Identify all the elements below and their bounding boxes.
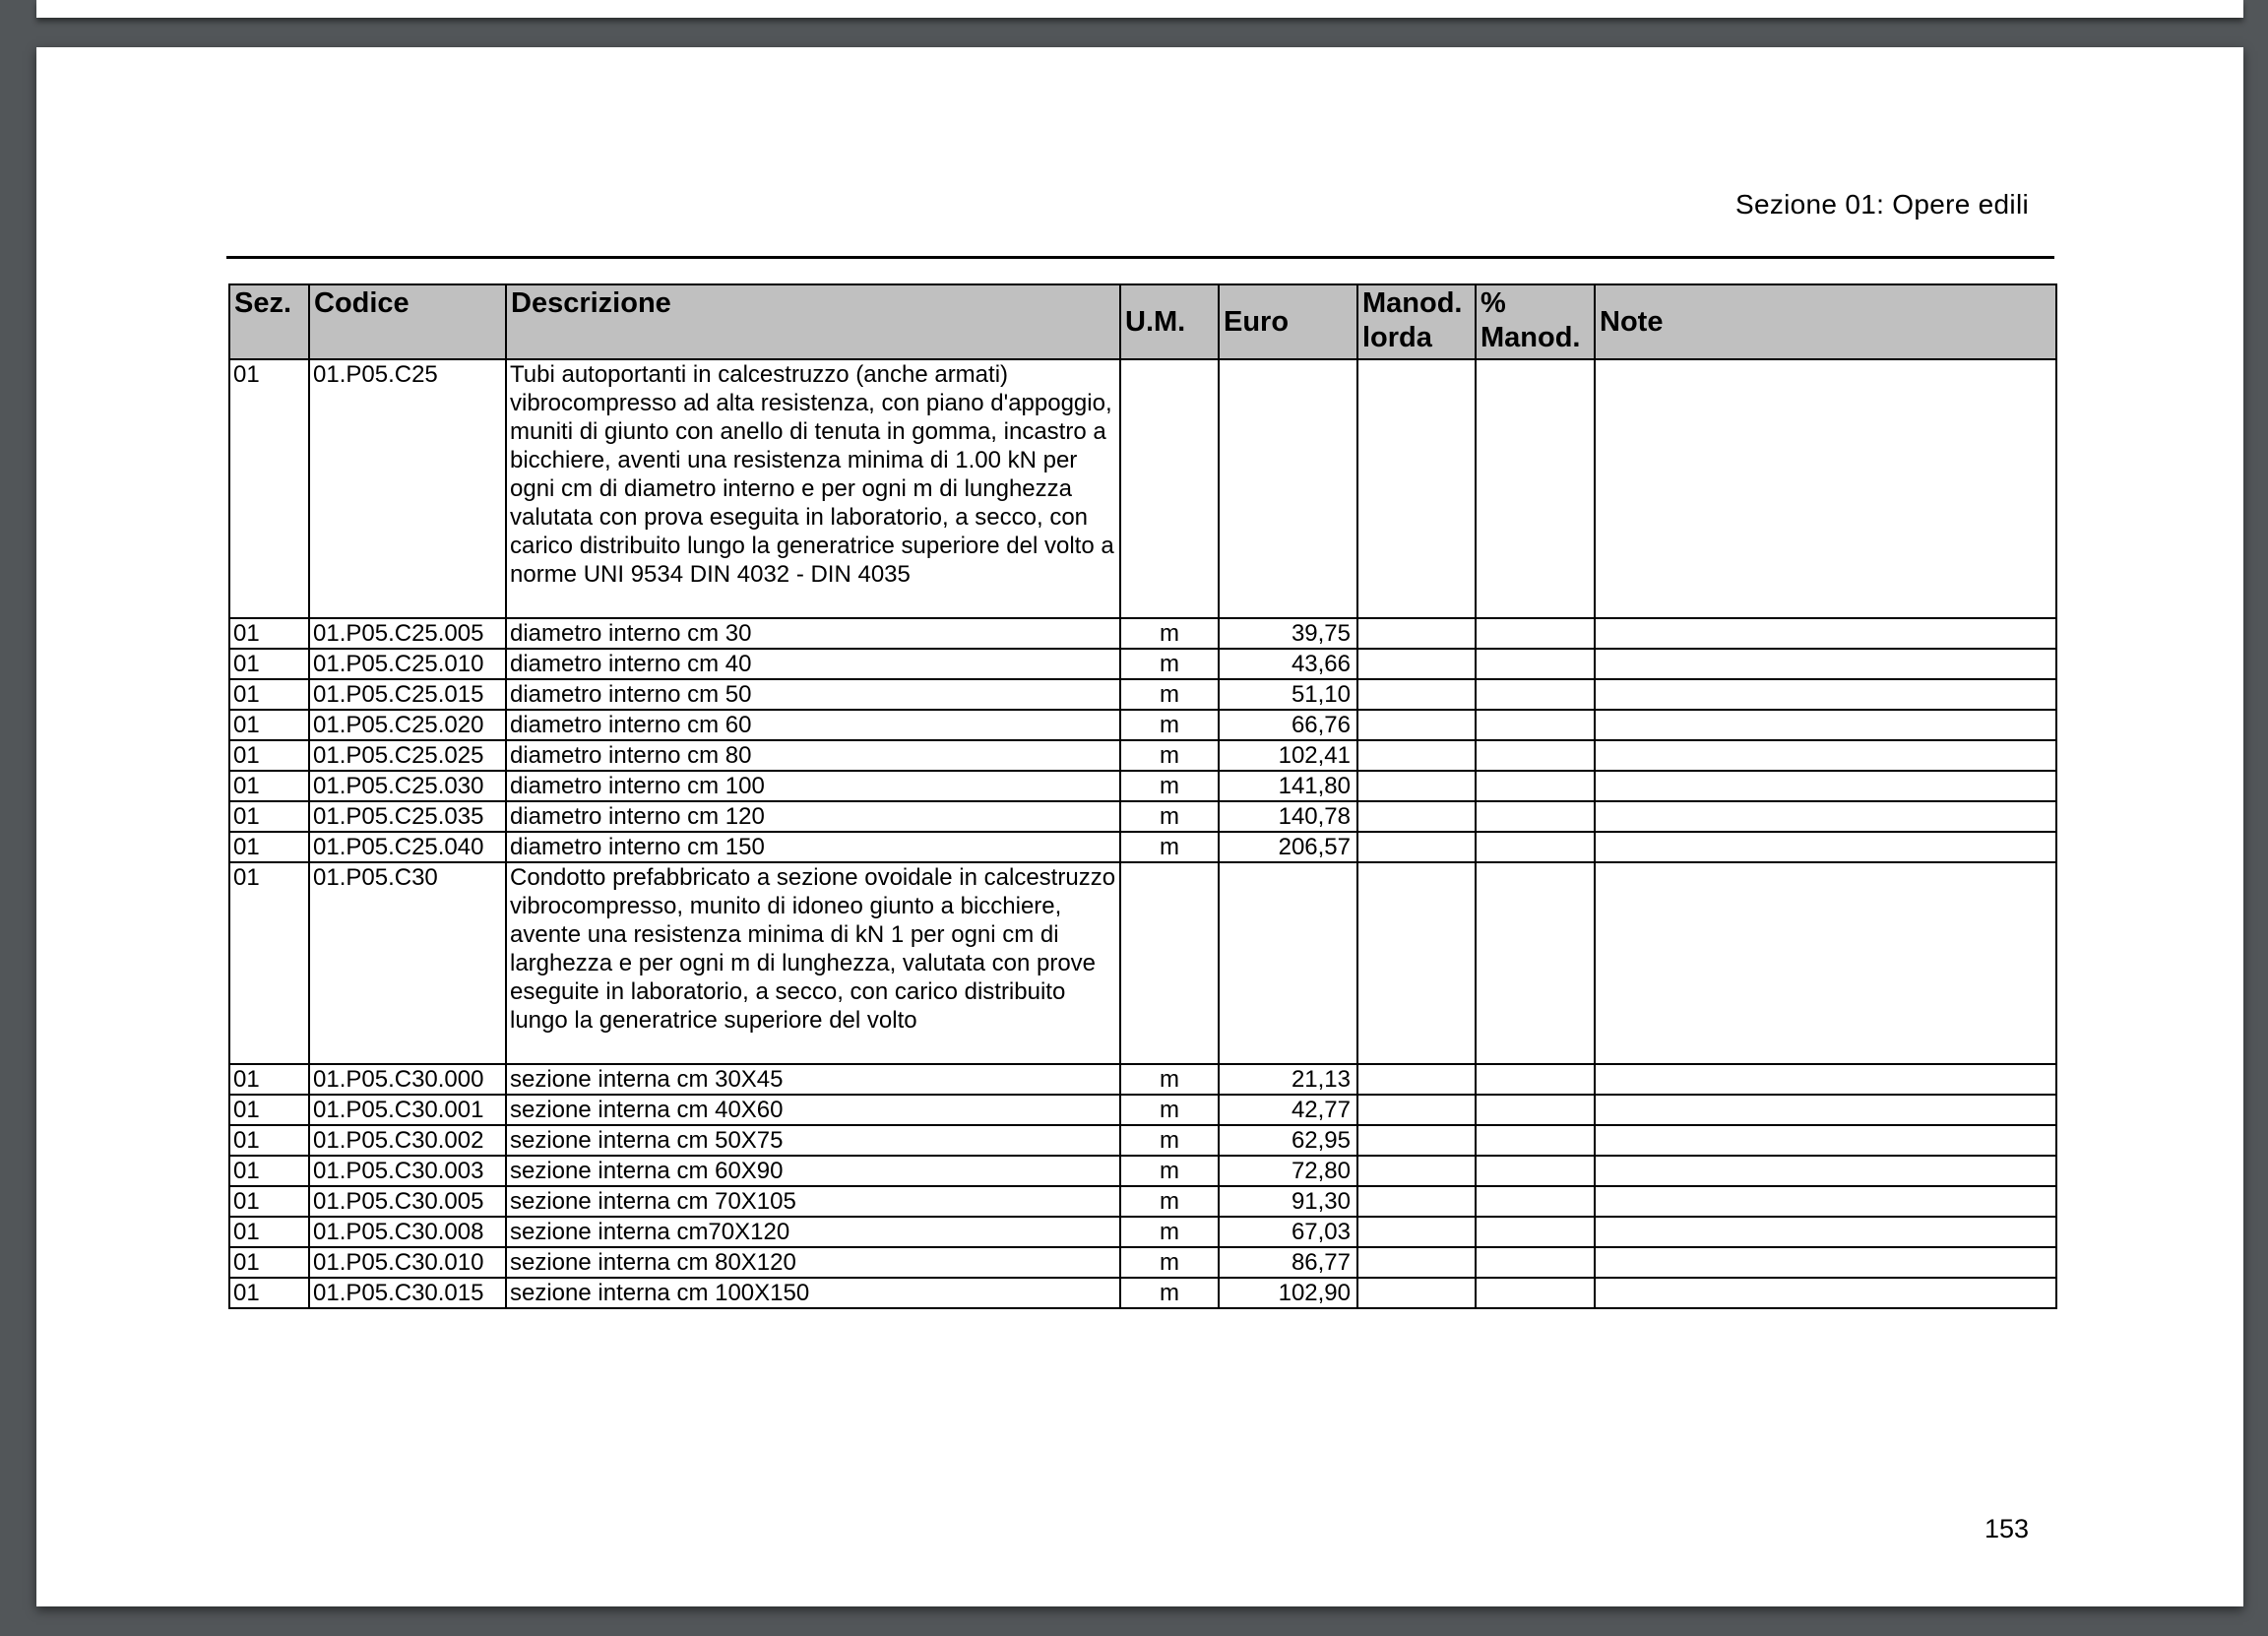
table-row — [229, 740, 2056, 771]
cell-sez: 01 — [229, 1095, 309, 1125]
cell-descrizione: sezione interna cm70X120 — [506, 1217, 1120, 1247]
cell-euro: 72,80 — [1219, 1156, 1357, 1186]
header-manod-lorda-line2: lorda — [1362, 322, 1432, 353]
table-row — [229, 1247, 2056, 1278]
cell-note — [1595, 1095, 2056, 1125]
cell-manod — [1357, 1278, 1476, 1308]
table-row — [229, 618, 2056, 649]
cell-descrizione: diametro interno cm 100 — [506, 771, 1120, 801]
cell-um: m — [1120, 771, 1219, 801]
cell-pct — [1476, 1064, 1595, 1095]
header-manod-lorda — [1357, 284, 1476, 359]
cell-note — [1595, 679, 2056, 710]
cell-um: m — [1120, 649, 1219, 679]
cell-euro: 102,41 — [1219, 740, 1357, 771]
cell-sez: 01 — [229, 771, 309, 801]
header-note: Note — [1595, 284, 2056, 359]
table-row — [229, 1125, 2056, 1156]
cell-euro: 21,13 — [1219, 1064, 1357, 1095]
cell-pct — [1476, 618, 1595, 649]
cell-euro: 91,30 — [1219, 1186, 1357, 1217]
table-row — [229, 359, 2056, 618]
table-row — [229, 679, 2056, 710]
cell-descrizione: sezione interna cm 40X60 — [506, 1095, 1120, 1125]
header-um: U.M. — [1120, 284, 1219, 359]
cell-codice: 01.P05.C25.020 — [309, 710, 506, 740]
cell-euro: 42,77 — [1219, 1095, 1357, 1125]
cell-note — [1595, 832, 2056, 862]
cell-codice: 01.P05.C30.003 — [309, 1156, 506, 1186]
cell-manod — [1357, 1125, 1476, 1156]
cell-note — [1595, 1064, 2056, 1095]
cell-descrizione: sezione interna cm 50X75 — [506, 1125, 1120, 1156]
cell-um — [1120, 359, 1219, 618]
cell-codice: 01.P05.C25.035 — [309, 801, 506, 832]
cell-um: m — [1120, 1156, 1219, 1186]
cell-pct — [1476, 710, 1595, 740]
cell-pct — [1476, 771, 1595, 801]
cell-note — [1595, 1247, 2056, 1278]
cell-descrizione: sezione interna cm 80X120 — [506, 1247, 1120, 1278]
cell-sez: 01 — [229, 1064, 309, 1095]
cell-euro: 102,90 — [1219, 1278, 1357, 1308]
cell-manod — [1357, 618, 1476, 649]
cell-descrizione: diametro interno cm 30 — [506, 618, 1120, 649]
header-descrizione: Descrizione — [506, 284, 1120, 359]
header-pct-manod-line2: Manod. — [1480, 322, 1581, 353]
cell-descrizione: sezione interna cm 70X105 — [506, 1186, 1120, 1217]
cell-manod — [1357, 1064, 1476, 1095]
cell-note — [1595, 359, 2056, 618]
cell-um: m — [1120, 679, 1219, 710]
cell-pct — [1476, 1278, 1595, 1308]
cell-euro: 67,03 — [1219, 1217, 1357, 1247]
header-manod-lorda-line1: Manod. — [1362, 287, 1463, 319]
cell-descrizione: sezione interna cm 100X150 — [506, 1278, 1120, 1308]
table-row — [229, 801, 2056, 832]
cell-codice: 01.P05.C25.040 — [309, 832, 506, 862]
cell-euro: 86,77 — [1219, 1247, 1357, 1278]
cell-pct — [1476, 801, 1595, 832]
cell-note — [1595, 1278, 2056, 1308]
cell-codice: 01.P05.C25.010 — [309, 649, 506, 679]
cell-codice: 01.P05.C25.015 — [309, 679, 506, 710]
cell-manod — [1357, 649, 1476, 679]
table-row — [229, 1186, 2056, 1217]
cell-sez: 01 — [229, 1125, 309, 1156]
cell-note — [1595, 771, 2056, 801]
table-row — [229, 771, 2056, 801]
table-row — [229, 832, 2056, 862]
cell-note — [1595, 801, 2056, 832]
cell-descrizione: diametro interno cm 80 — [506, 740, 1120, 771]
cell-euro: 140,78 — [1219, 801, 1357, 832]
cell-descrizione: diametro interno cm 60 — [506, 710, 1120, 740]
cell-euro: 206,57 — [1219, 832, 1357, 862]
cell-descrizione: Condotto prefabbricato a sezione ovoidale in calcestruzzo vibrocompresso, munito di idoneo giunto a bicchiere, avente una resistenza minima di kN 1 per ogni cm di larghezza e per ogni m di lunghezza, valutata con prove eseguite in laboratorio, a secco, con carico distribuito lungo la generatrice superiore del volto — [506, 862, 1120, 1064]
cell-pct — [1476, 649, 1595, 679]
document-page — [36, 47, 2243, 1606]
cell-pct — [1476, 1125, 1595, 1156]
cell-codice: 01.P05.C30.010 — [309, 1247, 506, 1278]
cell-sez: 01 — [229, 801, 309, 832]
cell-sez: 01 — [229, 710, 309, 740]
cell-sez: 01 — [229, 832, 309, 862]
cell-note — [1595, 1125, 2056, 1156]
cell-euro: 62,95 — [1219, 1125, 1357, 1156]
cell-sez: 01 — [229, 1186, 309, 1217]
cell-pct — [1476, 1217, 1595, 1247]
cell-descrizione: diametro interno cm 150 — [506, 832, 1120, 862]
cell-codice: 01.P05.C30.001 — [309, 1095, 506, 1125]
cell-codice: 01.P05.C25.005 — [309, 618, 506, 649]
cell-manod — [1357, 710, 1476, 740]
cell-note — [1595, 1156, 2056, 1186]
cell-note — [1595, 1186, 2056, 1217]
header-codice: Codice — [309, 284, 506, 359]
cell-note — [1595, 710, 2056, 740]
cell-manod — [1357, 1095, 1476, 1125]
cell-codice: 01.P05.C30 — [309, 862, 506, 1064]
cell-um: m — [1120, 1217, 1219, 1247]
header-sez: Sez. — [229, 284, 309, 359]
cell-manod — [1357, 679, 1476, 710]
cell-um: m — [1120, 1247, 1219, 1278]
cell-euro: 39,75 — [1219, 618, 1357, 649]
cell-manod — [1357, 862, 1476, 1064]
cell-sez: 01 — [229, 359, 309, 618]
cell-um: m — [1120, 801, 1219, 832]
cell-note — [1595, 862, 2056, 1064]
table-row — [229, 710, 2056, 740]
cell-sez: 01 — [229, 740, 309, 771]
cell-descrizione: diametro interno cm 40 — [506, 649, 1120, 679]
cell-descrizione: diametro interno cm 120 — [506, 801, 1120, 832]
cell-euro: 51,10 — [1219, 679, 1357, 710]
cell-codice: 01.P05.C30.002 — [309, 1125, 506, 1156]
cell-pct — [1476, 1247, 1595, 1278]
table-row — [229, 862, 2056, 1064]
cell-codice: 01.P05.C25.030 — [309, 771, 506, 801]
cell-um: m — [1120, 710, 1219, 740]
cell-descrizione: Tubi autoportanti in calcestruzzo (anche armati) vibrocompresso ad alta resistenza, con piano d'appoggio, muniti di giunto con anello di tenuta in gomma, incastro a bicchiere, aventi una resistenza minima di 1.00 kN per ogni cm di diametro interno e per ogni m di lunghezza valutata con prova eseguita in laboratorio, a secco, con carico distribuito lungo la generatrice superiore del volto a norme UNI 9534 DIN 4032 - DIN 4035 — [506, 359, 1120, 618]
cell-pct — [1476, 679, 1595, 710]
cell-um — [1120, 862, 1219, 1064]
cell-codice: 01.P05.C25.025 — [309, 740, 506, 771]
cell-descrizione: sezione interna cm 60X90 — [506, 1156, 1120, 1186]
cell-descrizione: diametro interno cm 50 — [506, 679, 1120, 710]
cell-sez: 01 — [229, 1278, 309, 1308]
cell-note — [1595, 1217, 2056, 1247]
cell-um: m — [1120, 1186, 1219, 1217]
cell-manod — [1357, 1247, 1476, 1278]
cell-codice: 01.P05.C25 — [309, 359, 506, 618]
table-body — [229, 359, 2056, 1308]
cell-sez: 01 — [229, 618, 309, 649]
cell-manod — [1357, 359, 1476, 618]
header-pct-manod-line1: % — [1480, 287, 1506, 319]
cell-pct — [1476, 359, 1595, 618]
table-row — [229, 1278, 2056, 1308]
cell-sez: 01 — [229, 1247, 309, 1278]
cell-sez: 01 — [229, 1156, 309, 1186]
cell-note — [1595, 618, 2056, 649]
cell-pct — [1476, 832, 1595, 862]
table-row — [229, 1095, 2056, 1125]
previous-page-edge — [36, 0, 2243, 18]
cell-manod — [1357, 801, 1476, 832]
cell-note — [1595, 649, 2056, 679]
cell-euro: 43,66 — [1219, 649, 1357, 679]
cell-euro — [1219, 862, 1357, 1064]
cell-descrizione: sezione interna cm 30X45 — [506, 1064, 1120, 1095]
cell-um: m — [1120, 832, 1219, 862]
cell-um: m — [1120, 1278, 1219, 1308]
cell-um: m — [1120, 740, 1219, 771]
table-row — [229, 649, 2056, 679]
cell-sez: 01 — [229, 862, 309, 1064]
cell-sez: 01 — [229, 649, 309, 679]
cell-codice: 01.P05.C30.000 — [309, 1064, 506, 1095]
header-euro: Euro — [1219, 284, 1357, 359]
page-number: 153 — [1984, 1514, 2029, 1543]
price-list-table — [228, 283, 2057, 1309]
header-divider — [226, 256, 2054, 259]
cell-codice: 01.P05.C30.005 — [309, 1186, 506, 1217]
cell-sez: 01 — [229, 1217, 309, 1247]
cell-pct — [1476, 1186, 1595, 1217]
table-row — [229, 1156, 2056, 1186]
cell-codice: 01.P05.C30.008 — [309, 1217, 506, 1247]
cell-manod — [1357, 1186, 1476, 1217]
section-title: Sezione 01: Opere edili — [1735, 189, 2029, 220]
header-pct-manod — [1476, 284, 1595, 359]
cell-um: m — [1120, 618, 1219, 649]
table-row — [229, 1064, 2056, 1095]
cell-euro: 141,80 — [1219, 771, 1357, 801]
cell-pct — [1476, 740, 1595, 771]
cell-um: m — [1120, 1095, 1219, 1125]
cell-manod — [1357, 740, 1476, 771]
cell-codice: 01.P05.C30.015 — [309, 1278, 506, 1308]
cell-um: m — [1120, 1125, 1219, 1156]
cell-pct — [1476, 1095, 1595, 1125]
cell-euro — [1219, 359, 1357, 618]
cell-pct — [1476, 862, 1595, 1064]
cell-manod — [1357, 771, 1476, 801]
cell-note — [1595, 740, 2056, 771]
cell-pct — [1476, 1156, 1595, 1186]
cell-euro: 66,76 — [1219, 710, 1357, 740]
table-header — [229, 284, 2056, 359]
table-row — [229, 1217, 2056, 1247]
cell-sez: 01 — [229, 679, 309, 710]
cell-manod — [1357, 1156, 1476, 1186]
cell-manod — [1357, 1217, 1476, 1247]
cell-manod — [1357, 832, 1476, 862]
cell-um: m — [1120, 1064, 1219, 1095]
